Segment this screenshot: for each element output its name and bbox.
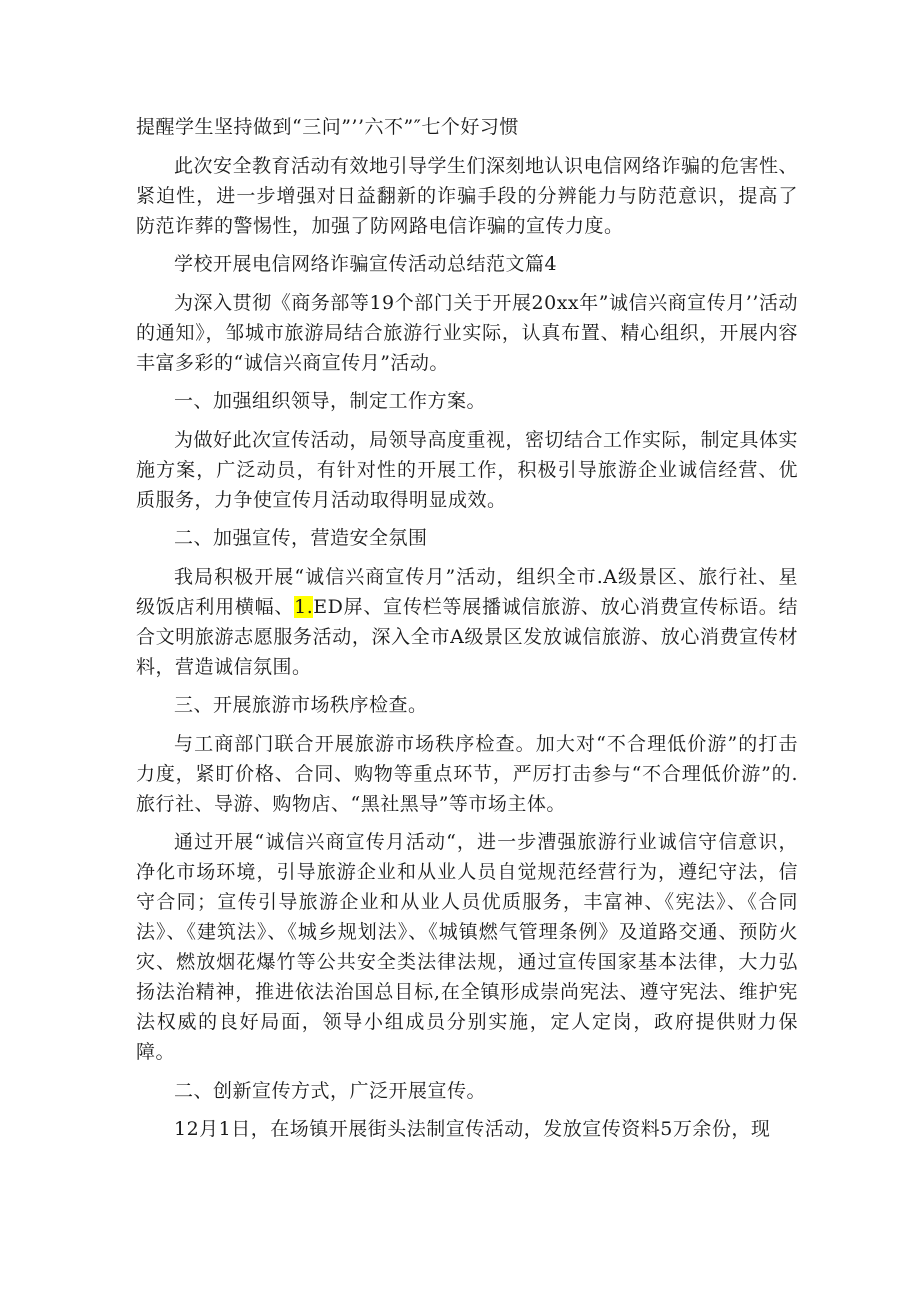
heading-2: 二、加强宣传，营造安全氛围 bbox=[174, 527, 428, 549]
paragraph-10: 与工商部门联合开展旅游市场秩序检查。加大对“不合理低价游”的打击力度，紧盯价格、合同、购物等重点环节，严厉打击参与“不合理低价游”的.旅行社、导游、购物店、“黑社黑导”等市场主体。 bbox=[136, 732, 798, 815]
paragraph-2: 此次安全教育活动有效地引导学生们深刻地认识电信网络诈骗的危害性、紧迫性，进一步增强对日益翻新的诈骗手段的分辨能力与防范意识，提高了防范诈葬的警惕性，加强了防网路电信诈骗的宣传力度。 bbox=[136, 154, 799, 237]
paragraph-4: 为深入贯彻《商务部等19个部门关于开展20xx年”诚信兴商宣传月’’活动的通知》，邹城市旅游局结合旅游行业实际，认真布置、精心组织，开展内容丰富多彩的“诚信兴商宣传月”活动。 bbox=[136, 291, 798, 374]
paragraph-1: 提醒学生坚持做到“三问”’’六不”″七个好习惯 bbox=[136, 116, 519, 138]
section-title: 学校开展电信网络诈骗宣传活动总结范文篇4 bbox=[174, 253, 558, 275]
paragraph-8 bbox=[136, 562, 798, 691]
paragraph-6: 为做好此次宣传活动，局领导高度重视，密切结合工作实际，制定具体实施方案，广泛动员，有针对性的开展工作，积极引导旅游企业诚信经营、优质服务，力争使宣传月活动取得明显成效。 bbox=[136, 428, 799, 511]
heading-3: 三、开展旅游市场秩序检查。 bbox=[174, 694, 428, 716]
heading-1: 一、加强组织领导，制定工作方案。 bbox=[174, 390, 487, 412]
paragraph-13: 12月1日，在场镇开展街头法制宣传活动，发放宣传资料5万余份，现 bbox=[174, 1118, 771, 1140]
paragraph-8-part-2: ED屏、宣传栏等展播诚信旅游、放心消费宣传标语。结合文明旅游志愿服务活动，深入全市A级景区发放诚信旅游、放心消费宣传材料，营造诚信氛围。 bbox=[136, 595, 798, 678]
paragraph-11: 通过开展“诚信兴商宣传月活动“，进一步漕强旅游行业诚信守信意识，净化市场环境，引导旅游企业和从业人员自觉规范经营行为，遵纪守法，信守合同；宣传引导旅游企业和从业人员优质服务，丰富神、《宪法》、《合同法》、《建筑法》、《城乡规划法》、《城镇燃气管理条例》及道路交通、预防火灾、燃放烟花爆竹等公共安全类法律法规，通过宣传国家基本法律，大力弘扬法治精神，推进依法治国总目标,在全镇形成崇尚宪法、遵守宪法、维护宪法权威的良好局面，领导小组成员分别实施，定人定岗，政府提供财力保障。 bbox=[136, 831, 798, 1063]
highlighted-text: 1. bbox=[294, 595, 314, 618]
heading-4: 二、创新宣传方式，广泛开展宣传。 bbox=[174, 1079, 487, 1102]
document-body bbox=[136, 112, 798, 1153]
paragraph-8-part-1: 我局积极开展“诚信兴商宣传月”活动，组织全市.A级景区、旅行社、星级饭店利用横幅、 bbox=[136, 565, 798, 618]
